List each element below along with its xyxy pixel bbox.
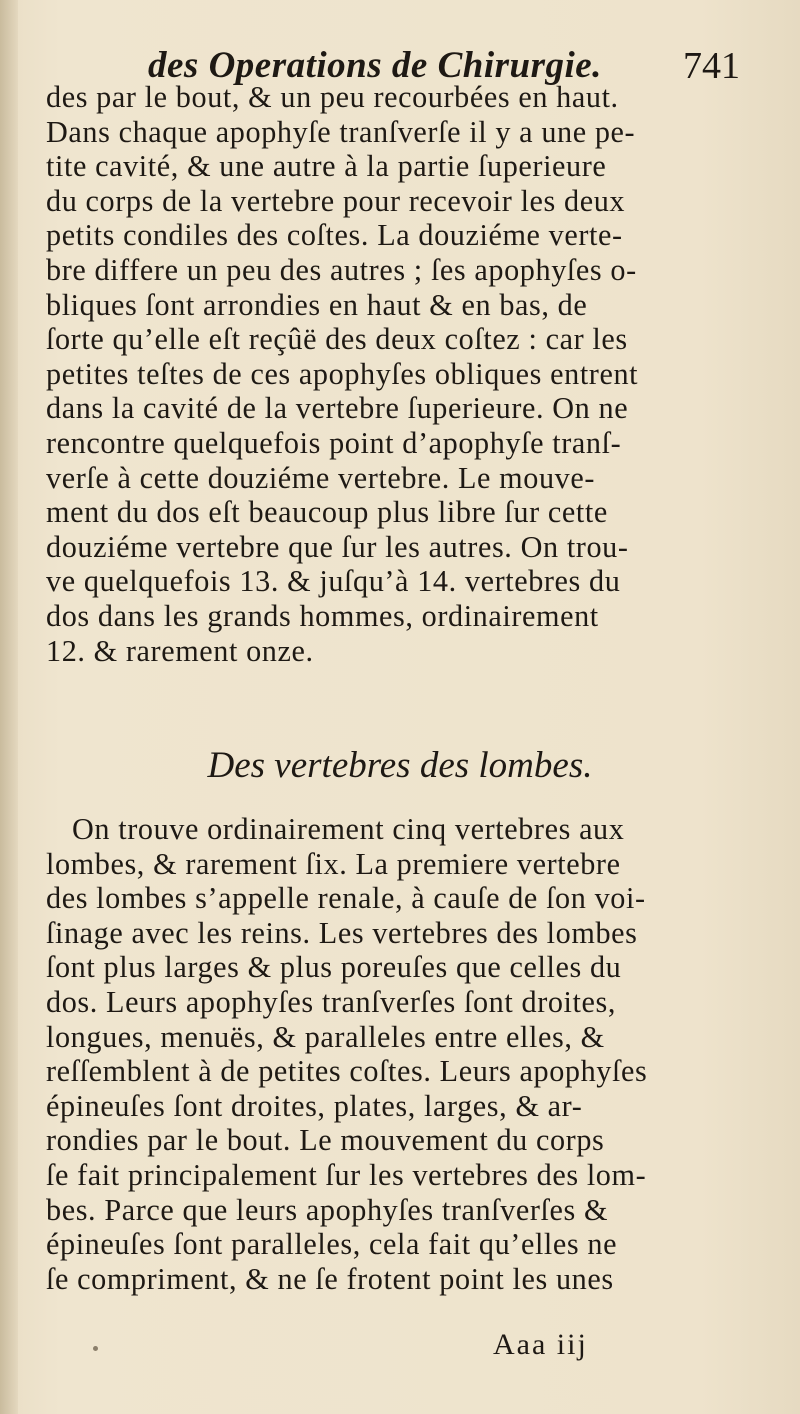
text-block-thoracic-vertebrae (46, 80, 746, 668)
text-line: des lombes s’appelle renale, à cauſe de ſon voi- (46, 881, 646, 916)
text-block-lumbar-vertebrae (46, 812, 746, 1296)
text-line: du corps de la vertebre pour recevoir les deux (46, 183, 626, 218)
text-line: 12. & rarement onze. (46, 633, 314, 668)
text-line: ſe fait principalement ſur les vertebres des lom- (46, 1157, 647, 1192)
text-line: épineuſes ſont droites, plates, larges, & ar- (46, 1088, 583, 1123)
gathering-signature: Aaa iij (493, 1328, 588, 1361)
text-line: ſont plus larges & plus poreuſes que celles du (46, 950, 622, 985)
text-line: On trouve ordinairement cinq vertebres aux (72, 812, 625, 846)
text-line: petits condiles des coſtes. La douziéme verte- (46, 218, 623, 253)
text-line: dans la cavité de la vertebre ſuperieure. On ne (46, 391, 629, 426)
text-line: ment du dos eſt beaucoup plus libre ſur cette (46, 495, 608, 530)
text-line: bre differe un peu des autres ; ſes apophyſes o- (46, 252, 637, 287)
text-line: ve quelquefois 13. & juſqu’à 14. vertebres du (46, 564, 621, 599)
text-line: ſe compriment, & ne ſe frotent point les unes (46, 1261, 614, 1296)
text-line: ſorte qu’elle eſt reçûë des deux coſtez : car les (46, 322, 628, 357)
text-line: verſe à cette douziéme vertebre. Le mouve- (46, 460, 595, 495)
text-line: rencontre quelquefois point d’apophyſe tranſ- (46, 425, 622, 460)
text-line: des par le bout, & un peu recourbées en haut. (46, 80, 619, 114)
text-line: dos. Leurs apophyſes tranſverſes ſont droites, (46, 984, 617, 1019)
text-line: lombes, & rarement ſix. La premiere vertebre (46, 846, 621, 881)
text-line: rondies par le bout. Le mouvement du corps (46, 1123, 605, 1158)
page-number: 741 (683, 45, 740, 87)
section-heading: Des vertebres des lombes. (207, 745, 593, 786)
text-line: petites teſtes de ces apophyſes obliques entrent (46, 356, 639, 391)
text-line: bliques ſont arrondies en haut & en bas, de (46, 287, 588, 322)
text-line: douziéme vertebre que ſur les autres. On trou- (46, 529, 629, 564)
text-line: tite cavité, & une autre à la partie ſuperieure (46, 149, 607, 184)
ink-dot-mark (93, 1346, 98, 1351)
running-title: des Operations de Chirurgie. (148, 45, 602, 86)
text-line: longues, menuës, & paralleles entre elles, & (46, 1019, 605, 1054)
text-line: dos dans les grands hommes, ordinairement (46, 598, 599, 633)
text-line: ſinage avec les reins. Les vertebres des lombes (46, 915, 638, 950)
text-line: épineuſes ſont paralleles, cela fait qu’elles ne (46, 1227, 618, 1262)
text-line: reſſemblent à de petites coſtes. Leurs apophyſes (46, 1054, 648, 1089)
text-line: bes. Parce que leurs apophyſes tranſverſes & (46, 1192, 609, 1227)
binding-edge (0, 0, 18, 1414)
text-line: Dans chaque apophyſe tranſverſe il y a une pe- (46, 114, 636, 149)
